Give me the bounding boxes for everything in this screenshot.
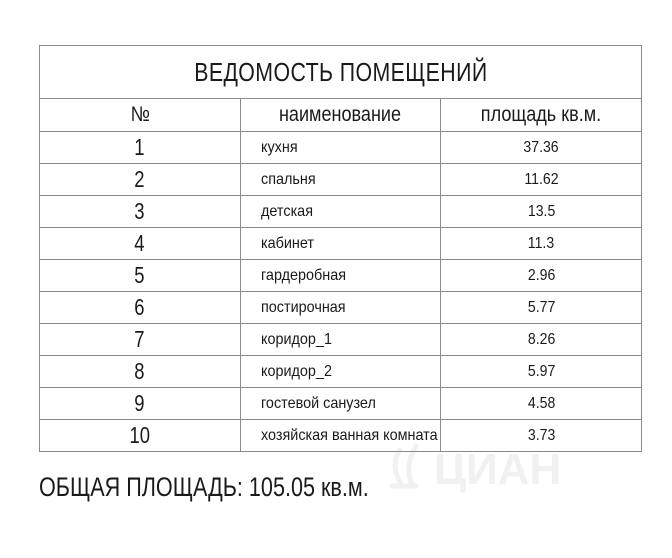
- row-area: 13.5: [527, 202, 555, 220]
- row-name-cell: [240, 324, 441, 356]
- row-area: 8.26: [527, 330, 555, 348]
- row-name-cell: [240, 356, 441, 388]
- row-name: гардеробная: [260, 266, 346, 284]
- row-area: 37.36: [523, 138, 559, 156]
- row-number: 2: [134, 166, 145, 192]
- table-row: [40, 260, 642, 292]
- row-name-cell: [240, 420, 441, 452]
- row-area-cell: [441, 388, 642, 420]
- table-row: [40, 196, 642, 228]
- header-number: [40, 99, 241, 132]
- table-row: [40, 420, 642, 452]
- row-number-cell: [40, 388, 241, 420]
- table-title: [40, 46, 642, 99]
- table-row: [40, 324, 642, 356]
- header-name: [240, 99, 441, 132]
- row-area-cell: [441, 324, 642, 356]
- row-number-cell: [40, 164, 241, 196]
- row-name: детская: [260, 202, 313, 220]
- row-name: спальня: [260, 170, 316, 188]
- row-number-cell: [40, 196, 241, 228]
- row-number: 6: [134, 294, 145, 320]
- row-number-cell: [40, 292, 241, 324]
- row-name-cell: [240, 164, 441, 196]
- table-row: [40, 356, 642, 388]
- row-name: кабинет: [260, 234, 314, 252]
- row-number: 1: [134, 134, 145, 160]
- row-number: 4: [134, 230, 145, 256]
- row-name: гостевой санузел: [260, 394, 376, 412]
- row-number-cell: [40, 420, 241, 452]
- table-row: [40, 228, 642, 260]
- row-name-cell: [240, 196, 441, 228]
- row-number-cell: [40, 324, 241, 356]
- row-area: 5.77: [527, 298, 555, 316]
- header-area-text: площадь кв.м.: [480, 103, 602, 126]
- row-area-cell: [441, 260, 642, 292]
- row-name: коридор_2: [260, 362, 332, 380]
- row-name-cell: [240, 132, 441, 164]
- row-name: хозяйская ванная комната: [260, 426, 438, 444]
- header-row: [40, 99, 642, 132]
- row-area-cell: [441, 292, 642, 324]
- row-number: 9: [134, 390, 145, 416]
- row-name-cell: [240, 260, 441, 292]
- row-area-cell: [441, 196, 642, 228]
- row-area: 4.58: [527, 394, 555, 412]
- row-area: 5.97: [527, 362, 555, 380]
- row-area-cell: [441, 420, 642, 452]
- row-area: 11.3: [527, 234, 555, 252]
- row-name-cell: [240, 228, 441, 260]
- row-number: 7: [134, 326, 145, 352]
- row-area-cell: [441, 164, 642, 196]
- table-row: [40, 388, 642, 420]
- header-name-text: наименование: [279, 103, 402, 126]
- row-name: коридор_1: [260, 330, 332, 348]
- row-name-cell: [240, 292, 441, 324]
- row-name-cell: [240, 388, 441, 420]
- row-area-cell: [441, 356, 642, 388]
- row-area: 3.73: [527, 426, 555, 444]
- row-name: кухня: [260, 138, 298, 156]
- row-number: 3: [134, 198, 145, 224]
- row-number: 8: [134, 358, 145, 384]
- row-area-cell: [441, 132, 642, 164]
- row-area-cell: [441, 228, 642, 260]
- table-row: [40, 292, 642, 324]
- row-name: постирочная: [260, 298, 346, 316]
- watermark-text: ЦИАН: [434, 445, 562, 494]
- row-area: 11.62: [524, 170, 559, 188]
- row-number-cell: [40, 356, 241, 388]
- row-number-cell: [40, 228, 241, 260]
- header-area: [441, 99, 642, 132]
- row-area: 2.96: [527, 266, 555, 284]
- row-number: 10: [129, 422, 151, 448]
- header-number-text: №: [130, 103, 150, 126]
- row-number-cell: [40, 132, 241, 164]
- table-row: [40, 164, 642, 196]
- total-area: ОБЩАЯ ПЛОЩАДЬ: 105.05 кв.м.: [39, 472, 369, 502]
- room-schedule: [39, 45, 642, 452]
- table-title-text: ВЕДОМОСТЬ ПОМЕЩЕНИЙ: [193, 56, 488, 87]
- table-row: [40, 132, 642, 164]
- row-number: 5: [134, 262, 145, 288]
- rooms-table: [39, 45, 642, 452]
- row-number-cell: [40, 260, 241, 292]
